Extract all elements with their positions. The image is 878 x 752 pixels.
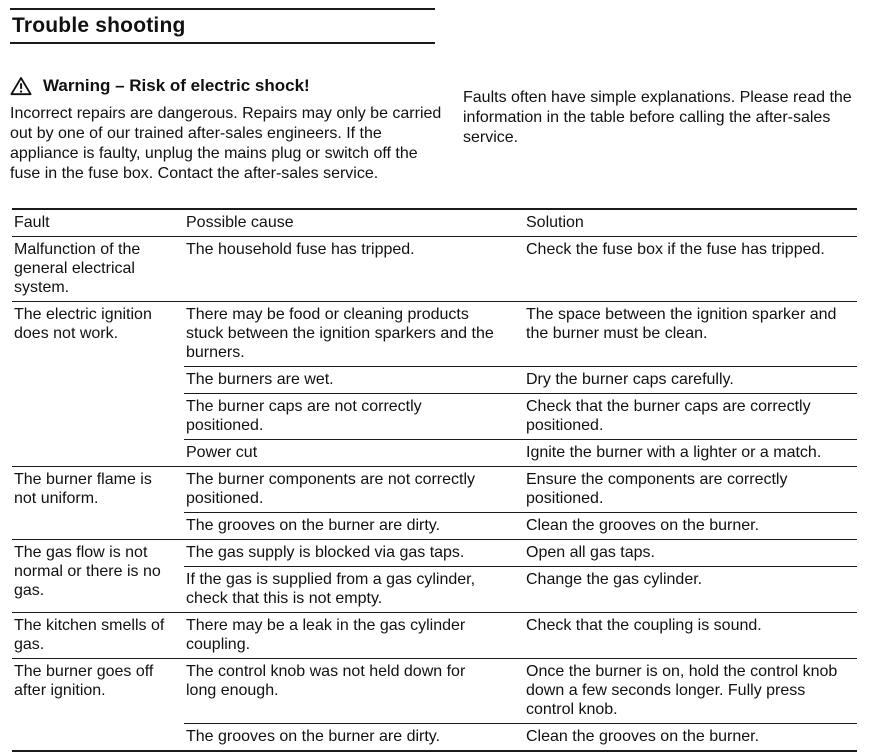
- solution-cell: Clean the grooves on the burner.: [524, 513, 857, 540]
- troubleshooting-table: [12, 208, 857, 752]
- fault-cell: The burner goes off after ignition.: [12, 659, 184, 752]
- fault-cell: The electric ignition does not work.: [12, 302, 184, 467]
- title-rule-top: [10, 8, 435, 10]
- table-row: [12, 613, 857, 659]
- page-title: Trouble shooting: [12, 14, 186, 37]
- header-possible-cause: Possible cause: [184, 209, 524, 237]
- solution-cell: Open all gas taps.: [524, 540, 857, 567]
- warning-block: [10, 76, 445, 184]
- solution-cell: Ensure the components are correctly positioned.: [524, 467, 857, 513]
- cause-cell: If the gas is supplied from a gas cylinder, check that this is not empty.: [184, 567, 524, 613]
- solution-cell: The space between the ignition sparker and the burner must be clean.: [524, 302, 857, 367]
- intro-text: Faults often have simple explanations. Please read the information in the table before calling the after-sales service.: [463, 89, 852, 146]
- fault-cell: Malfunction of the general electrical system.: [12, 237, 184, 302]
- table-row: [12, 467, 857, 513]
- cause-cell: The burner caps are not correctly positioned.: [184, 394, 524, 440]
- table-row: [12, 237, 857, 302]
- header-solution: Solution: [524, 209, 857, 237]
- table-row: [12, 659, 857, 724]
- table-header-row: [12, 209, 857, 237]
- solution-cell: Ignite the burner with a lighter or a match.: [524, 440, 857, 467]
- solution-cell: Once the burner is on, hold the control knob down a few seconds longer. Fully press control knob.: [524, 659, 857, 724]
- solution-cell: Clean the grooves on the burner.: [524, 724, 857, 752]
- header-fault: Fault: [12, 209, 184, 237]
- cause-cell: Power cut: [184, 440, 524, 467]
- solution-cell: Dry the burner caps carefully.: [524, 367, 857, 394]
- solution-cell: Check that the coupling is sound.: [524, 613, 857, 659]
- warning-heading: [10, 76, 445, 96]
- manual-page: [0, 8, 878, 745]
- fault-cell: The burner flame is not uniform.: [12, 467, 184, 540]
- cause-cell: The burners are wet.: [184, 367, 524, 394]
- cause-cell: There may be food or cleaning products stuck between the ignition sparkers and the burners.: [184, 302, 524, 367]
- fault-cell: The gas flow is not normal or there is no gas.: [12, 540, 184, 613]
- warning-heading-text: Warning – Risk of electric shock!: [43, 76, 310, 95]
- cause-cell: The grooves on the burner are dirty.: [184, 724, 524, 752]
- cause-cell: The burner components are not correctly positioned.: [184, 467, 524, 513]
- warning-body: Incorrect repairs are dangerous. Repairs may only be carried out by one of our trained after-sales engineers. If the appliance is faulty, unplug the mains plug or switch off the fuse in the fuse box. Contact the after-sales service.: [10, 105, 442, 182]
- title-rule-bottom: [10, 42, 435, 44]
- fault-cell: The kitchen smells of gas.: [12, 613, 184, 659]
- cause-cell: The grooves on the burner are dirty.: [184, 513, 524, 540]
- solution-cell: Change the gas cylinder.: [524, 567, 857, 613]
- table-row: [12, 302, 857, 367]
- table-row: [12, 540, 857, 567]
- intro-note: [463, 76, 868, 184]
- solution-cell: Check the fuse box if the fuse has tripped.: [524, 237, 857, 302]
- solution-cell: Check that the burner caps are correctly positioned.: [524, 394, 857, 440]
- cause-cell: There may be a leak in the gas cylinder coupling.: [184, 613, 524, 659]
- cause-cell: The control knob was not held down for long enough.: [184, 659, 524, 724]
- warning-triangle-icon: [10, 76, 32, 96]
- cause-cell: The gas supply is blocked via gas taps.: [184, 540, 524, 567]
- intro-section: [10, 76, 868, 184]
- cause-cell: The household fuse has tripped.: [184, 237, 524, 302]
- title-block: [10, 8, 435, 44]
